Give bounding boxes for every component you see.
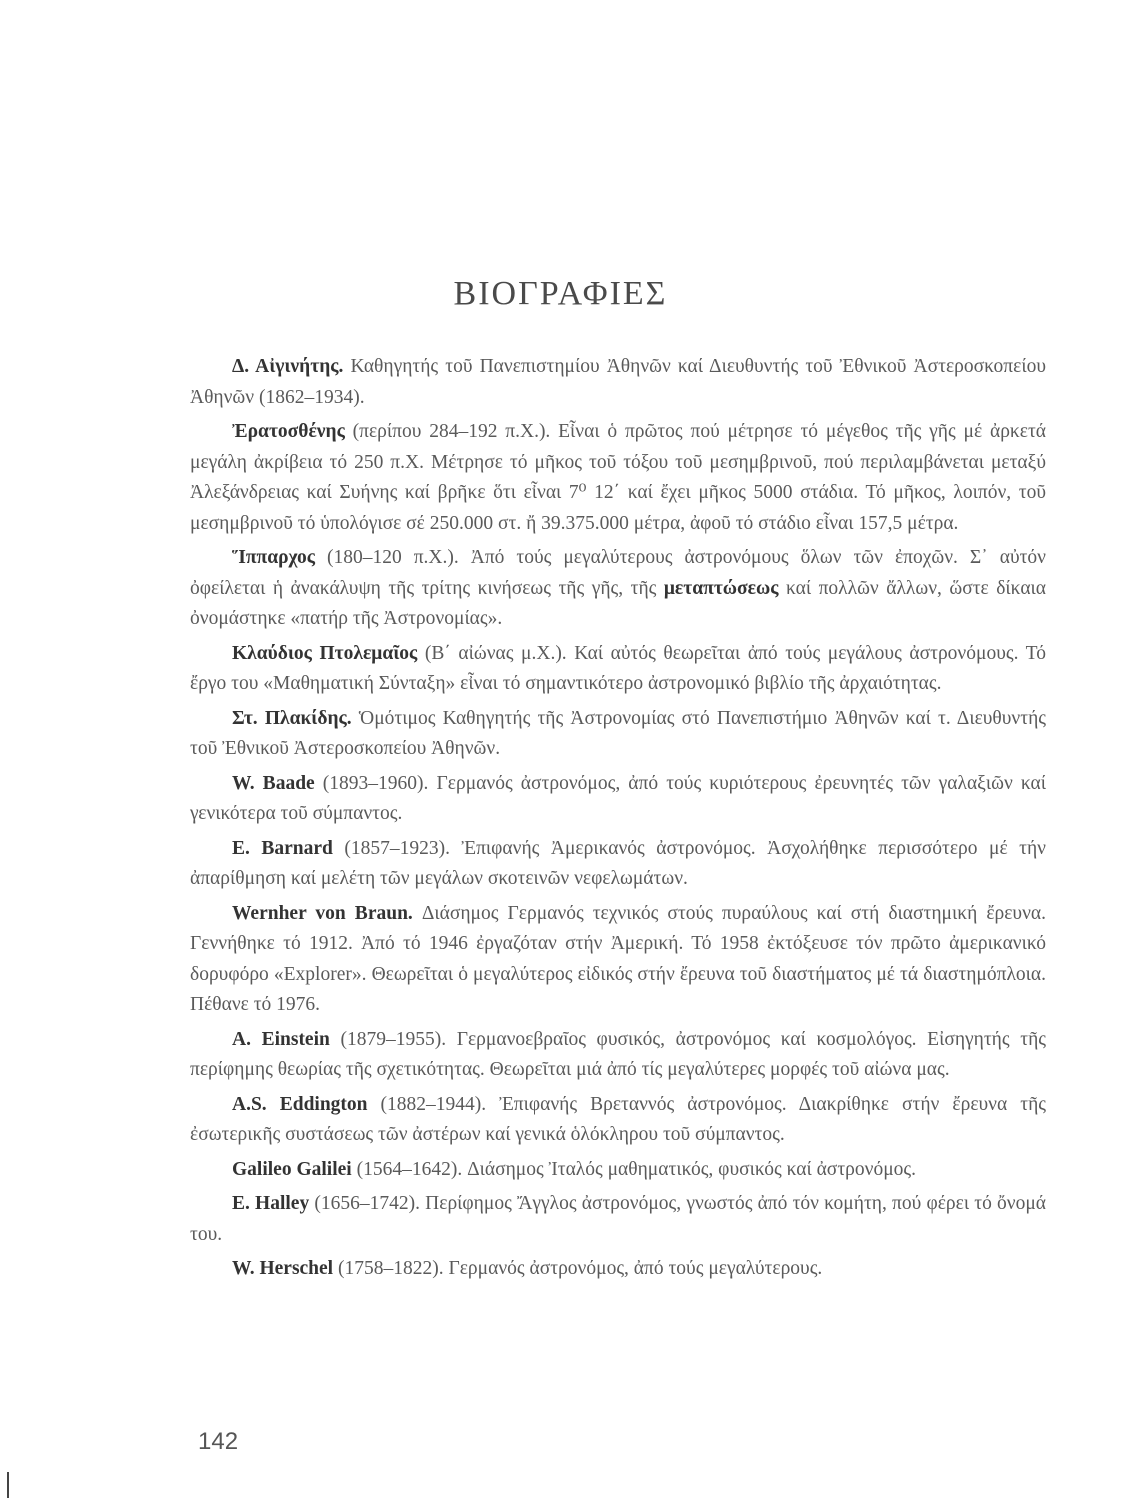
biography-entry <box>190 834 1046 895</box>
biography-entry <box>190 704 1046 765</box>
entry-text: (180–120 π.Χ.). Ἀπό τούς μεγαλύτερους ἀστρονόμους ὅλων τῶν ἐποχῶν. Σ᾿ αὐτόν ὀφείλεται ἡ ἀνακάλυψη τῆς τρίτης κινήσεως τῆς γῆς, τῆς <box>190 547 1046 599</box>
entry-name: A.S. Eddington <box>232 1093 368 1115</box>
biography-entry <box>190 352 1046 413</box>
biography-entry <box>190 1254 1046 1285</box>
entry-text: (1879–1955). Γερμανοεβραῖος φυσικός, ἀστρονόμος καί κοσμολόγος. Εἰσηγητής τῆς περίφημης θεωρίας τῆς σχετικότητας. Θεωρεῖται μιά ἀπό τίς μεγαλύτερες μορφές τοῦ αἰώνα μας. <box>190 1028 1046 1080</box>
entry-text: Καθηγητής τοῦ Πανεπιστημίου Ἀθηνῶν καί Διευθυντής τοῦ Ἐθνικοῦ Ἀστεροσκοπείου Ἀθηνῶν (1862–1934). <box>190 356 1046 408</box>
entry-text: (Β΄ αἰώνας μ.Χ.). Καί αὐτός θεωρεῖται ἀπό τούς μεγάλους ἀστρονόμους. Τό ἔργο του «Μαθηματική Σύνταξη» εἶναι τό σημαντικότερο ἀστρονομικό βιβλίο τῆς ἀρχαιότητας. <box>190 642 1046 694</box>
entry-name: Wernher von Braun. <box>232 902 413 924</box>
biography-entry <box>190 1025 1046 1086</box>
biography-entry <box>190 417 1046 539</box>
biography-entry <box>190 1189 1046 1250</box>
entry-text: (1893–1960). Γερμανός ἀστρονόμος, ἀπό τούς κυριότερους ἐρευνητές τῶν γαλαξιῶν καί γενικότερα τοῦ σύμπαντος. <box>190 772 1046 824</box>
entry-text: καί πολλῶν ἄλλων, ὥστε δίκαια ὀνομάστηκε «πατήρ τῆς Ἀστρονομίας». <box>190 577 1047 629</box>
page-number: 142 <box>198 1428 239 1455</box>
entry-text: (1882–1944). Ἐπιφανής Βρεταννός ἀστρονόμος. Διακρίθηκε στήν ἔρευνα τῆς ἐσωτερικῆς συστάσεως τῶν ἀστέρων καί γενικά ὁλόκληρου τοῦ σύμπαντος. <box>190 1093 1046 1145</box>
entry-text: (περίπου 284–192 π.Χ.). Εἶναι ὁ πρῶτος πού μέτρησε τό μέγεθος τῆς γῆς μέ ἀρκετά μεγάλη ἀκρίβεια τό 250 π.Χ. Μέτρησε τό μῆκος τοῦ τόξου τοῦ μεσημβρινοῦ, πού περιλαμβάνεται μεταξύ Ἀλεξάνδρειας καί Συήνης καί βρῆκε ὅτι εἶναι 7⁰ 12΄ καί ἔχει μῆκος 5000 στάδια. Τό μῆκος, λοιπόν, τοῦ μεσημβρινοῦ τό ὑπολόγισε σέ 250.000 στ. ἤ 39.375.000 μέτρα, ἀφοῦ τό στάδιο εἶναι 157,5 μέτρα. <box>190 421 1046 534</box>
biography-entry <box>190 899 1046 1021</box>
entry-name: Ἐρατοσθένης <box>232 421 345 442</box>
entry-text: (1758–1822). Γερμανός ἀστρονόμος, ἀπό τούς μεγαλύτερους. <box>333 1258 823 1279</box>
page-title: ΒΙΟΓΡΑΦΙΕΣ <box>453 274 668 312</box>
biography-entry <box>190 1155 1046 1186</box>
scan-edge-mark <box>7 1472 9 1498</box>
entry-text: (1564–1642). Διάσημος Ἰταλός μαθηματικός, φυσικός καί ἀστρονόμος. <box>351 1158 917 1180</box>
entry-name: Κλαύδιος Πτολεμαῖος <box>232 642 418 664</box>
entry-text: Ὁμότιμος Καθηγητής τῆς Ἀστρονομίας στό Πανεπιστήμιο Ἀθηνῶν καί τ. Διευθυντής τοῦ Ἐθνικοῦ Ἀστεροσκοπείου Ἀθηνῶν. <box>190 707 1046 759</box>
entry-name: Δ. Αἰγινήτης. <box>232 356 344 377</box>
entry-name: Galileo Galilei <box>232 1158 352 1180</box>
biography-entry <box>190 543 1046 635</box>
entry-text: (1656–1742). Περίφημος Ἄγγλος ἀστρονόμος, γνωστός ἀπό τόν κομήτη, πού φέρει τό ὄνομά του. <box>190 1193 1046 1245</box>
biography-entry <box>190 1090 1046 1151</box>
biography-entry <box>190 639 1046 700</box>
entry-name: Ἵππαρχος <box>232 547 315 568</box>
entry-name: W. Herschel <box>232 1258 334 1279</box>
entry-name: Στ. Πλακίδης. <box>232 707 352 729</box>
entry-text: Διάσημος Γερμανός τεχνικός στούς πυραύλους καί στή διαστημική ἔρευνα. Γεννήθηκε τό 1912. Ἀπό τό 1946 ἐργαζόταν στήν Ἀμερική. Τό 1958 ἐκτόξευσε τόν πρῶτο ἀμερικανικό δορυφόρο «Explorer». Θεωρεῖται ὁ μεγαλύτερος εἰδικός στήν ἔρευνα τοῦ διαστήματος μέ τά διαστημόπλοια. Πέθανε τό 1976. <box>190 902 1046 1015</box>
entry-name: A. Einstein <box>232 1028 330 1050</box>
biography-entry <box>190 769 1046 830</box>
entry-text: (1857–1923). Ἐπιφανής Ἀμερικανός ἀστρονόμος. Ἀσχολήθηκε περισσότερο μέ τήν ἀπαρίθμηση καί μελέτη τῶν μεγάλων σκοτεινῶν νεφελωμάτων. <box>190 837 1046 889</box>
entry-name: W. Baade <box>232 772 315 794</box>
biography-list <box>190 352 1046 1289</box>
entry-name: E. Halley <box>232 1193 310 1214</box>
entry-emphasis: μεταπτώσεως <box>663 577 779 599</box>
entry-name: E. Barnard <box>232 837 333 859</box>
